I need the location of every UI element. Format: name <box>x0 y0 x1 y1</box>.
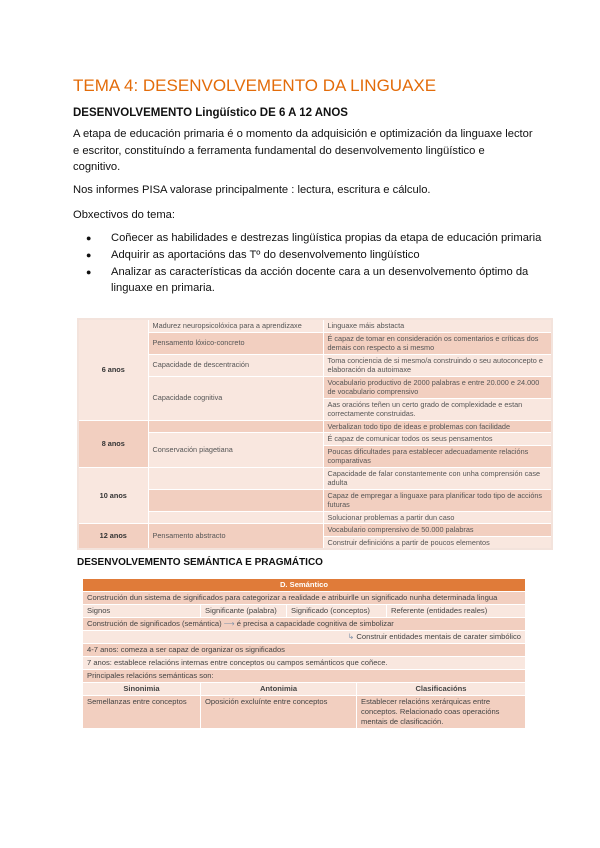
table-cell: Capacidade de descentración <box>148 354 323 376</box>
age-cell: 12 anos <box>78 524 148 550</box>
table-cell <box>148 489 323 511</box>
table-cell: Principales relacións semánticas son: <box>83 670 526 683</box>
list-item: ● Analizar as características da acción docente cara a un desenvolvemento óptimo da linguaxe en primaria. <box>73 264 553 296</box>
list-item: ● Adquirir as aportacións das Tº do desenvolvemento lingüístico <box>73 247 553 263</box>
table-cell: Madurez neuropsicolóxica para a aprendizaxe <box>148 319 323 332</box>
table-cell: Capacidade cognitiva <box>148 376 323 420</box>
table-cell: Aas oracións teñen un certo grado de complexidade e estan correctamente construidas. <box>323 398 552 420</box>
construction-text: Construción de significados (semántica) <box>87 619 222 628</box>
objectives-list <box>73 230 553 297</box>
table-cell: Construción dun sistema de significados para categorizar a realidade e atribuirlle un significado nunha determinada lingua <box>83 592 526 605</box>
table-cell: Toma conciencia de si mesmo/a construindo o seu autoconcepto e elaboración da autoimaxe <box>323 354 552 376</box>
section-heading: DESENVOLVEMENTO Lingüístico DE 6 A 12 ANOS <box>73 107 348 119</box>
table-cell <box>148 511 323 524</box>
table-cell: Antonimia <box>201 683 357 696</box>
table-cell: É capaz de tomar en consideración os comentarios e críticas dos demais con respecto a si mesmo <box>323 332 552 354</box>
table-cell: Pensamento abstracto <box>148 524 323 550</box>
age-cell: 6 anos <box>78 319 148 420</box>
table-cell: Capaz de empregar a linguaxe para planificar todo tipo de accións futuras <box>323 489 552 511</box>
table-cell: Referente (entidades reales) <box>387 605 526 618</box>
arrow-text: Construir entidades mentais de carater simbólico <box>356 632 521 641</box>
arrow-turn-icon: ↳ <box>347 632 357 641</box>
table-cell: Solucionar problemas a partir dun caso <box>323 511 552 524</box>
table-cell: Significante (palabra) <box>201 605 287 618</box>
table-cell: Sinonimia <box>83 683 201 696</box>
table-cell <box>148 420 323 433</box>
table-cell: 7 anos: establece relacións internas entre conceptos ou campos semánticos que coñece. <box>83 657 526 670</box>
table-cell: Significado (conceptos) <box>287 605 387 618</box>
table-cell: Clasificacións <box>357 683 526 696</box>
semantic-table <box>82 578 526 729</box>
table-cell: Semellanzas entre conceptos <box>83 696 201 729</box>
paragraph: Obxectivos do tema: <box>73 209 175 221</box>
table-cell: Poucas dificultades para establecer adecuadamente relacións comparativas <box>323 445 552 467</box>
table-cell: Verbalizan todo tipo de ideas e problemas con facilidade <box>323 420 552 433</box>
table-cell: Vocabulario comprensivo de 50.000 palabras <box>323 524 552 537</box>
table-cell: Pensamento lóxico-concreto <box>148 332 323 354</box>
table-cell <box>83 631 526 644</box>
table-cell: Signos <box>83 605 201 618</box>
arrow-text: é precisa a capacidade cognitiva de simbolizar <box>236 619 394 628</box>
age-cell: 10 anos <box>78 467 148 524</box>
paragraph: Nos informes PISA valorase principalmente : lectura, escritura e cálculo. <box>73 184 431 196</box>
list-item: ● Coñecer as habilidades e destrezas lingüística propias da etapa de educación primaria <box>73 230 553 246</box>
development-table <box>77 318 553 550</box>
table-cell: Linguaxe máis abstacta <box>323 319 552 332</box>
table-cell: Vocabulario productivo de 2000 palabras e entre 20.000 e 24.000 de vocabulario comprensivo <box>323 376 552 398</box>
table-cell: Establecer relacións xerárquicas entre conceptos. Relacionado coas operacións mentais de clasificación. <box>357 696 526 729</box>
table-cell: Construir definicións a partir de poucos elementos <box>323 536 552 549</box>
table-header: D. Semántico <box>83 579 526 592</box>
table-cell <box>148 467 323 489</box>
age-cell: 8 anos <box>78 420 148 467</box>
paragraph: A etapa de educación primaria é o momento da adquisición e optimización da linguaxe lector e escritor, constituíndo a ferramenta fundamental do desenvolvemento lingüístico e cognitivo. <box>73 128 533 173</box>
tables-section <box>77 318 553 729</box>
table-cell: É capaz de comunicar todos os seus pensamentos <box>323 433 552 446</box>
table-cell: Conservación piagetiana <box>148 433 323 468</box>
table-cell: Oposición excluínte entre conceptos <box>201 696 357 729</box>
page-title: TEMA 4: DESENVOLVEMENTO DA LINGUAXE <box>73 76 437 95</box>
table-cell <box>83 618 526 631</box>
section-heading: DESENVOLVEMENTO SEMÁNTICA E PRAGMÁTICO <box>77 557 323 568</box>
table-cell: 4-7 anos: comeza a ser capaz de organizar os significados <box>83 644 526 657</box>
table-cell: Capacidade de falar constantemente con unha comprensión case adulta <box>323 467 552 489</box>
arrow-right-icon: ⟶ <box>223 619 235 628</box>
